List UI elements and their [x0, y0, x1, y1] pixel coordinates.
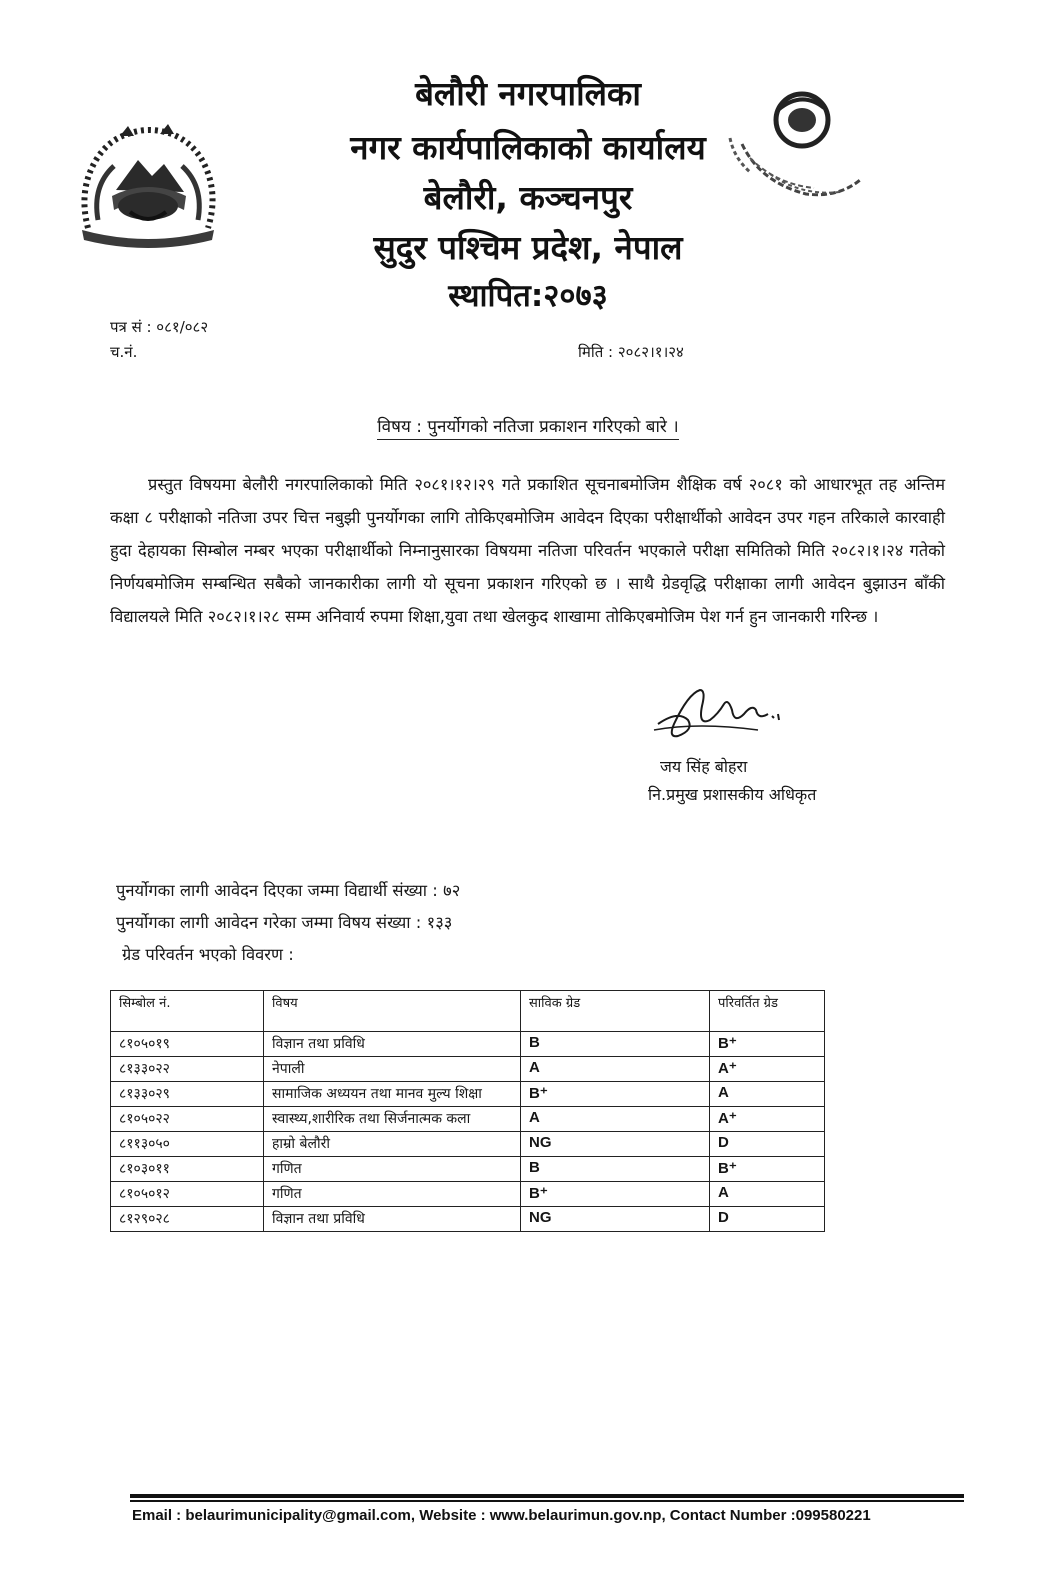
- grade-change-table: [110, 990, 825, 1232]
- subject-cell: विज्ञान तथा प्रविधि: [264, 1032, 521, 1057]
- old-grade-cell: NG: [521, 1207, 710, 1232]
- office-stamp-icon: [720, 84, 870, 224]
- subject-cell: स्वास्थ्य,शारीरिक तथा सिर्जनात्मक कला: [264, 1107, 521, 1132]
- office-name: बेलौरी नगरपालिका: [415, 74, 641, 113]
- old-grade-cell: A: [521, 1107, 710, 1132]
- new-grade-cell: A: [710, 1082, 825, 1107]
- signatory-name: जय सिंह बोहरा: [660, 757, 748, 776]
- symbol-no-cell: ८१०५०१९: [111, 1032, 264, 1057]
- header-subject: विषय: [264, 991, 521, 1032]
- symbol-no-cell: ८१०५०१२: [111, 1182, 264, 1207]
- new-grade-cell: B⁺: [710, 1157, 825, 1182]
- header-old-grade: साविक ग्रेड: [521, 991, 710, 1032]
- dispatch-number: च.नं.: [110, 343, 138, 361]
- table-row: [111, 1132, 825, 1157]
- subject-cell: हाम्रो बेलौरी: [264, 1132, 521, 1157]
- handwritten-signature-icon: [648, 680, 788, 750]
- signatory-title: नि.प्रमुख प्रशासकीय अधिकृत: [648, 785, 817, 804]
- subject-line: [0, 414, 1056, 437]
- subject-cell: सामाजिक अध्ययन तथा मानव मुल्य शिक्षा: [264, 1082, 521, 1107]
- table-row: [111, 1082, 825, 1107]
- subject-count: पुनर्योगका लागी आवेदन गरेका जम्मा विषय संख्या : १३३: [116, 913, 453, 932]
- table-row: [111, 1032, 825, 1057]
- footer-divider: [130, 1494, 964, 1498]
- footer-divider-thin: [130, 1500, 964, 1502]
- old-grade-cell: A: [521, 1057, 710, 1082]
- subject-text: विषय : पुनर्योगको नतिजा प्रकाशन गरिएको बारे ।: [377, 417, 678, 440]
- symbol-no-cell: ८११३०५०: [111, 1132, 264, 1157]
- subject-cell: विज्ञान तथा प्रविधि: [264, 1207, 521, 1232]
- new-grade-cell: D: [710, 1132, 825, 1157]
- symbol-no-cell: ८१३३०२९: [111, 1082, 264, 1107]
- subject-cell: गणित: [264, 1182, 521, 1207]
- new-grade-cell: A⁺: [710, 1057, 825, 1082]
- table-row: [111, 1057, 825, 1082]
- header-new-grade: परिवर्तित ग्रेड: [710, 991, 825, 1032]
- new-grade-cell: D: [710, 1207, 825, 1232]
- subject-cell: नेपाली: [264, 1057, 521, 1082]
- old-grade-cell: B: [521, 1157, 710, 1182]
- symbol-no-cell: ८१०३०११: [111, 1157, 264, 1182]
- established-year: स्थापित:२०७३: [448, 278, 608, 314]
- old-grade-cell: B⁺: [521, 1082, 710, 1107]
- new-grade-cell: B⁺: [710, 1032, 825, 1057]
- table-row: [111, 1207, 825, 1232]
- new-grade-cell: A⁺: [710, 1107, 825, 1132]
- letter-date: मिति : २०८२।१।२४: [578, 343, 684, 361]
- footer-contact: Email : belaurimunicipality@gmail.com, Website : www.belaurimun.gov.np, Contact Number :099580221: [132, 1507, 871, 1524]
- header-symbol-no: सिम्बोल नं.: [111, 991, 264, 1032]
- notice-body: प्रस्तुत विषयमा बेलौरी नगरपालिकाको मिति २०८१।१२।२९ गते प्रकाशित सूचनाबमोजिम शैक्षिक वर्ष २०८१ को आधारभूत तह अन्तिम कक्षा ८ परीक्षाको नतिजा उपर चित्त नबुझी पुनर्योगका लागि तोकिएबमोजिम आवेदन दिएका परीक्षार्थीको आवेदन उपर गहन तरिकाले कारवाही हुदा देहायका सिम्बोल नम्बर भएका परीक्षार्थीको निम्नानुसारका विषयमा नतिजा परिवर्तन भएकाले परीक्षा समितिको मिति २०८२।१।२४ गतेको निर्णयबमोजिम सम्बन्धित सबैको जानकारीका लागी यो सूचना प्रकाशन गरिएको छ । साथै ग्रेडवृद्धि परीक्षाका लागी आवेदन बुझाउन बाँकी विद्यालयले मिति २०८२।१।२८ सम्म अनिवार्य रुपमा शिक्षा,युवा तथा खेलकुद शाखामा तोकिएबमोजिम पेश गर्न हुन जानकारी गरिन्छ ।: [110, 475, 945, 626]
- symbol-no-cell: ८१०५०२२: [111, 1107, 264, 1132]
- nepal-emblem-icon: [68, 120, 228, 250]
- symbol-no-cell: ८१३३०२२: [111, 1057, 264, 1082]
- table-row: [111, 1182, 825, 1207]
- subject-cell: गणित: [264, 1157, 521, 1182]
- table-header-row: [111, 991, 825, 1032]
- applicant-count: पुनर्योगका लागी आवेदन दिएका जम्मा विद्यार्थी संख्या : ७२: [116, 881, 461, 900]
- reference-number: पत्र सं : ०८१/०८२: [110, 318, 209, 336]
- table-row: [111, 1107, 825, 1132]
- old-grade-cell: B⁺: [521, 1182, 710, 1207]
- symbol-no-cell: ८१२९०२८: [111, 1207, 264, 1232]
- table-row: [111, 1157, 825, 1182]
- office-subtitle: नगर कार्यपालिकाको कार्यालय: [350, 128, 706, 167]
- grade-change-heading: ग्रेड परिवर्तन भएको विवरण :: [122, 945, 294, 964]
- new-grade-cell: A: [710, 1182, 825, 1207]
- old-grade-cell: NG: [521, 1132, 710, 1157]
- old-grade-cell: B: [521, 1032, 710, 1057]
- office-province: सुदुर पश्चिम प्रदेश, नेपाल: [373, 228, 683, 267]
- office-address: बेलौरी, कञ्चनपुर: [423, 178, 633, 217]
